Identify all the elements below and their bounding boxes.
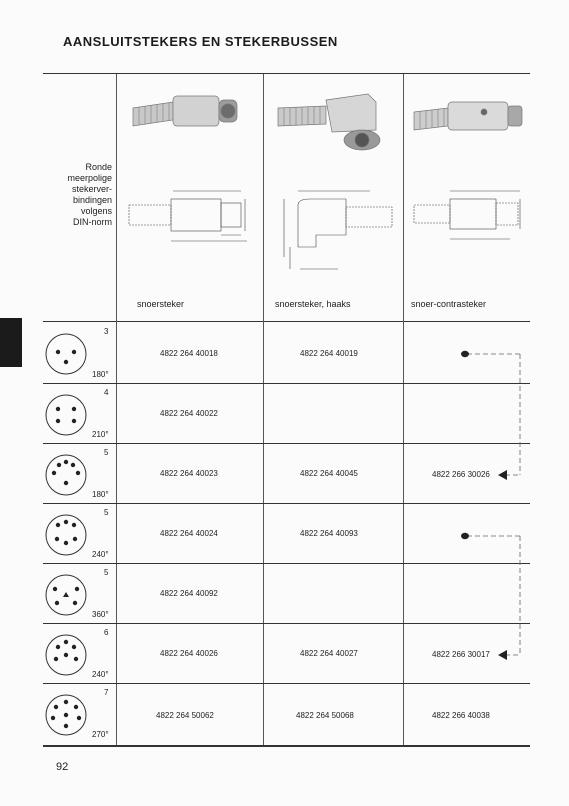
part-number: 4822 264 40093 bbox=[300, 529, 358, 538]
part-number: 4822 266 40038 bbox=[432, 711, 490, 720]
column-divider-3 bbox=[403, 74, 404, 745]
part-number: 4822 264 40019 bbox=[300, 349, 358, 358]
pin-diagram-5-pin-360 bbox=[44, 573, 88, 617]
pin-angle: 240° bbox=[92, 670, 109, 679]
pin-angle: 240° bbox=[92, 550, 109, 559]
part-number: 4822 264 40024 bbox=[160, 529, 218, 538]
drawing-right-angle-plug bbox=[270, 185, 400, 275]
drawing-straight-plug bbox=[125, 185, 260, 250]
pin-count: 7 bbox=[104, 688, 109, 697]
side-label-line: bindingen bbox=[72, 195, 112, 205]
column-header-snoersteker: snoersteker bbox=[137, 299, 185, 309]
pin-count: 6 bbox=[104, 628, 109, 637]
side-label-line: DIN-norm bbox=[72, 217, 112, 227]
photo-inline-socket bbox=[410, 90, 526, 140]
pin-diagram-4-pin bbox=[44, 393, 88, 437]
pin-diagram-5-pin-180 bbox=[44, 453, 88, 497]
pin-angle: 360° bbox=[92, 610, 109, 619]
row-divider bbox=[43, 683, 530, 684]
photo-right-angle-plug bbox=[272, 80, 400, 155]
part-number: 4822 264 50068 bbox=[296, 711, 354, 720]
table-bottom-rule bbox=[43, 745, 530, 747]
drawing-inline-socket bbox=[410, 185, 528, 250]
pin-angle: 270° bbox=[92, 730, 109, 739]
pin-count: 5 bbox=[104, 448, 109, 457]
pin-diagram-7-pin bbox=[44, 693, 88, 737]
part-number: 4822 264 40045 bbox=[300, 469, 358, 478]
pin-diagram-6-pin bbox=[44, 633, 88, 677]
side-label bbox=[50, 162, 112, 228]
column-header-snoer-contrasteker: snoer-contrasteker bbox=[411, 299, 487, 309]
photo-straight-plug bbox=[125, 80, 255, 140]
thumb-index-tab bbox=[0, 318, 22, 367]
side-label-line: Ronde bbox=[85, 162, 112, 172]
pin-angle: 180° bbox=[92, 370, 109, 379]
part-number: 4822 266 30017 bbox=[432, 650, 490, 659]
compatibility-connector-lines bbox=[455, 345, 530, 665]
column-divider-1 bbox=[116, 74, 117, 745]
part-number: 4822 264 40027 bbox=[300, 649, 358, 658]
part-number: 4822 264 50062 bbox=[156, 711, 214, 720]
pin-angle: 180° bbox=[92, 490, 109, 499]
pin-diagram-5-pin-240 bbox=[44, 513, 88, 557]
pin-diagram-3-pin bbox=[44, 332, 88, 376]
side-label-line: volgens bbox=[80, 206, 112, 216]
pin-count: 3 bbox=[104, 327, 109, 336]
side-label-line: stekerver- bbox=[71, 184, 112, 194]
part-number: 4822 264 40026 bbox=[160, 649, 218, 658]
part-number: 4822 264 40022 bbox=[160, 409, 218, 418]
part-number: 4822 264 40023 bbox=[160, 469, 218, 478]
side-label-line: meerpolige bbox=[67, 173, 112, 183]
pin-count: 4 bbox=[104, 388, 109, 397]
pin-count: 5 bbox=[104, 508, 109, 517]
pin-count: 5 bbox=[104, 568, 109, 577]
pin-angle: 210° bbox=[92, 430, 109, 439]
column-divider-2 bbox=[263, 74, 264, 745]
part-number: 4822 264 40092 bbox=[160, 589, 218, 598]
part-number: 4822 264 40018 bbox=[160, 349, 218, 358]
page-title: AANSLUITSTEKERS EN STEKERBUSSEN bbox=[63, 34, 338, 49]
page-number: 92 bbox=[56, 761, 69, 773]
part-number: 4822 266 30026 bbox=[432, 470, 490, 479]
column-header-snoersteker-haaks: snoersteker, haaks bbox=[275, 299, 351, 309]
